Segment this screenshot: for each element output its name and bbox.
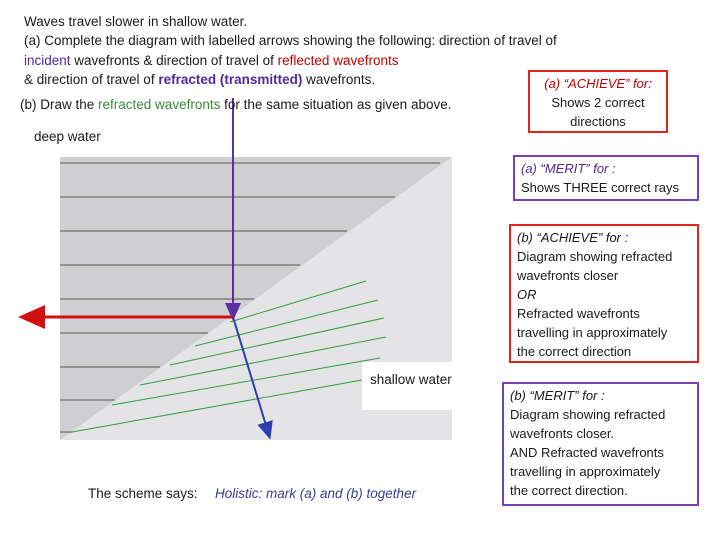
- b-merit-line: Diagram showing refracted: [510, 407, 666, 422]
- question-a-mid: arrows showing the following: direction of travel of: [255, 33, 557, 48]
- incident-rest: wavefronts & direction of travel of: [70, 53, 278, 68]
- question-a-line3: [24, 71, 375, 89]
- b-achieve-line: wavefronts closer: [517, 268, 619, 283]
- a-merit-line: Shows THREE correct rays: [521, 180, 679, 195]
- b-achieve-line: Diagram showing refracted: [517, 249, 673, 264]
- b-achieve-line: the correct direction: [517, 344, 632, 359]
- a-achieve-title: (a) “ACHIEVE” for:: [544, 76, 652, 91]
- question-intro: Waves travel slower in shallow water.: [24, 14, 248, 29]
- question-a-line1: [24, 32, 557, 50]
- a-achieve-line: directions: [570, 114, 626, 129]
- shallow-water-label: shallow water: [370, 372, 452, 387]
- reflected-rest: wavefronts: [329, 53, 399, 68]
- refracted-transmitted-keyword: refracted (transmitted): [158, 72, 303, 87]
- reflected-keyword: reflected: [277, 53, 330, 68]
- question-b-suffix: for the same situation as given above.: [220, 97, 452, 112]
- b-achieve-or: OR: [517, 287, 537, 302]
- b-merit-line: travelling in approximately: [510, 464, 661, 479]
- a-merit-box: [513, 155, 699, 201]
- deep-water-label: deep water: [34, 129, 101, 144]
- b-achieve-line: Refracted wavefronts: [517, 306, 640, 321]
- b-merit-line: the correct direction.: [510, 483, 628, 498]
- b-merit-line: AND Refracted wavefronts: [510, 445, 664, 460]
- incident-keyword: incident: [24, 53, 71, 68]
- question-a-line2: [24, 52, 398, 70]
- question-b-prefix: (b) Draw the: [20, 97, 99, 112]
- b-merit-line: wavefronts closer.: [510, 426, 615, 441]
- b-merit-box: [502, 382, 699, 506]
- b-achieve-title: (b) “ACHIEVE” for :: [517, 230, 629, 245]
- a-achieve-box: [528, 70, 668, 133]
- a-achieve-line: Shows 2 correct: [551, 95, 645, 110]
- question-a-labelled: labelled: [208, 33, 256, 48]
- b-merit-title: (b) “MERIT” for :: [510, 388, 605, 403]
- question-b-refracted: refracted wavefronts: [98, 97, 221, 112]
- question-b: [20, 96, 451, 114]
- question-a-prefix: (a) Complete the diagram with: [24, 33, 209, 48]
- line4-prefix: & direction of travel of: [24, 72, 159, 87]
- scheme-prefix: The scheme says:: [88, 486, 198, 501]
- line4-suffix: wavefronts.: [302, 72, 376, 87]
- b-achieve-box: [509, 224, 699, 363]
- scheme-text: Holistic: mark (a) and (b) together: [215, 486, 417, 501]
- a-merit-title: (a) “MERIT” for :: [521, 161, 616, 176]
- b-achieve-line: travelling in approximately: [517, 325, 668, 340]
